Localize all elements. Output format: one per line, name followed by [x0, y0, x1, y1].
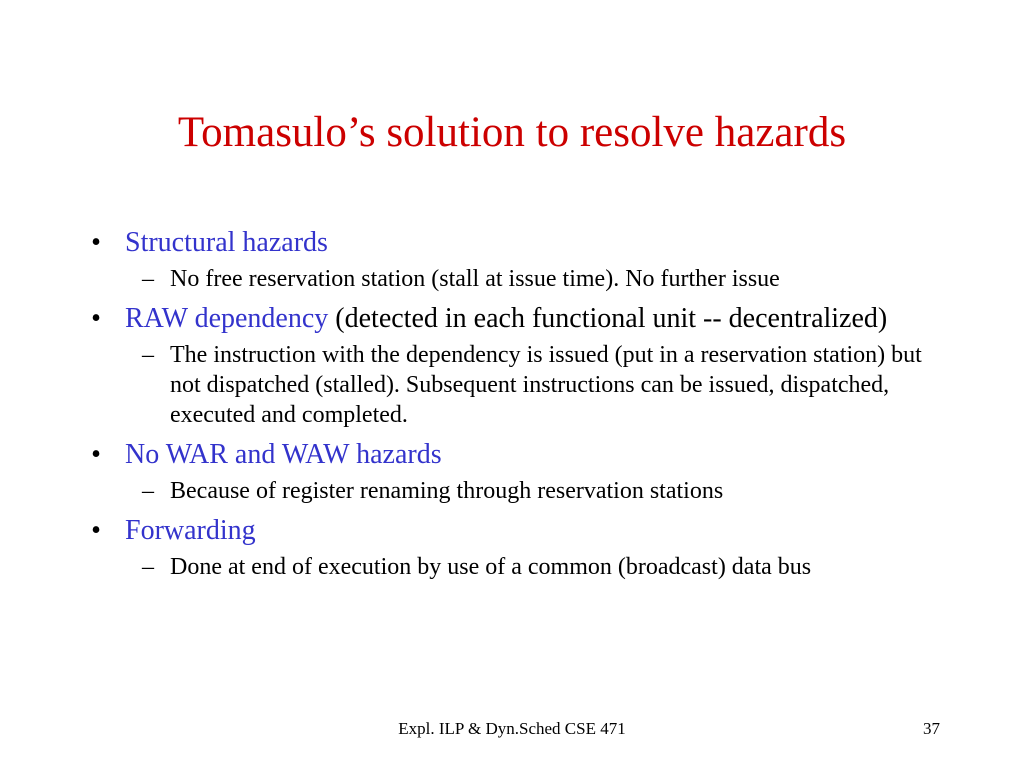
sub-bullet-text: Because of register renaming through reservation stations — [170, 478, 724, 504]
bullet-no-war-waw-hazards — [0, 436, 1024, 473]
bullet-heading: Structural hazards — [125, 227, 328, 258]
bullet-heading: No WAR and WAW hazards — [125, 439, 442, 470]
footer-course: Expl. ILP & Dyn.Sched CSE 471 — [398, 719, 626, 738]
sub-bullet-marker: – — [142, 478, 154, 504]
bullet-heading: Forwarding — [125, 515, 256, 546]
sub-bullet-text: Done at end of execution by use of a common (broadcast) data bus — [170, 554, 812, 580]
sub-bullet-marker: – — [142, 554, 154, 580]
bullet-heading: RAW dependency — [125, 303, 329, 334]
bullet-text: (detected in each functional unit -- decentralized) — [328, 303, 888, 334]
sub-bullet-text: No free reservation station (stall at issue time). No further issue — [170, 266, 780, 292]
sub-bullet-raw-dependency — [0, 340, 1024, 430]
bullet-marker: • — [91, 303, 101, 334]
page-number: 37 — [923, 719, 940, 738]
slide-title: Tomasulo’s solution to resolve hazards — [177, 109, 847, 156]
slide-content — [0, 224, 1024, 588]
sub-bullet-no-war-waw-hazards — [0, 476, 1024, 506]
bullet-marker: • — [91, 515, 101, 546]
bullet-marker: • — [91, 227, 101, 258]
bullet-marker: • — [91, 439, 101, 470]
sub-bullet-marker: – — [142, 342, 154, 368]
bullet-forwarding — [0, 512, 1024, 549]
sub-bullet-marker: – — [142, 266, 154, 292]
bullet-raw-dependency — [0, 300, 1024, 337]
sub-bullet-text: The instruction with the dependency is issued (put in a reservation station) but not dispatched (stalled). Subsequent instructions can be issued, dispatched, executed and completed. — [170, 342, 922, 428]
bullet-structural-hazards — [0, 224, 1024, 261]
sub-bullet-forwarding — [0, 552, 1024, 582]
sub-bullet-structural-hazards — [0, 264, 1024, 294]
